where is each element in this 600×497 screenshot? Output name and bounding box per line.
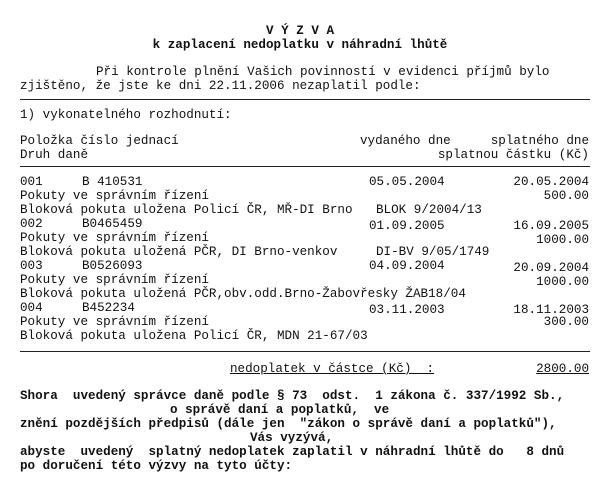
item-due-date: 20.05.2004 (513, 175, 589, 189)
item-number: 004 (20, 301, 43, 315)
item-reference: B 410531 (82, 175, 143, 189)
item-amount: 1000.00 (536, 275, 589, 289)
item-description: Bloková pokuta uložena Policí ČR, MŘ-DI Brno (20, 203, 353, 217)
total-label: nedoplatek v částce (Kč) : (230, 362, 435, 376)
divider (20, 166, 590, 167)
item-amount: 1000.00 (536, 233, 589, 247)
item-code: BLOK 9/2004/13 (376, 203, 482, 217)
item-issued-date: 01.09.2005 (369, 219, 445, 233)
header-amount: splatnou částku (Kč) (437, 148, 589, 162)
header-tax-type: Druh daně (20, 148, 89, 162)
document-subtitle: k zaplacení nedoplatku v náhradní lhůtě (152, 38, 448, 52)
item-reference: B452234 (82, 301, 135, 315)
closing-line-6: po doručení této výzvy na tyto účty: (20, 459, 293, 473)
item-number: 003 (20, 259, 43, 273)
item-due-date: 20.09.2004 (513, 261, 589, 275)
header-due-date: splatného dne (490, 134, 589, 148)
intro-line-1: Při kontrole plnění Vašich povinností v evidenci příjmů bylo (96, 65, 550, 79)
intro-line-2: zjištěno, že jste ke dni 22.11.2006 nezaplatil podle: (20, 79, 421, 93)
closing-line-3: znění pozdějších předpisů (dále jen "zákon o správě daní a poplatků"), (20, 417, 557, 431)
item-tax-type: Pokuty ve správním řízení (20, 231, 209, 245)
item-issued-date: 03.11.2003 (369, 303, 445, 317)
closing-line-1: Shora uvedený správce daně podle § 73 odst. 1 zákona č. 337/1992 Sb., (20, 389, 565, 403)
item-description: Bloková pokuta uložená PČR,obv.odd.Brno-Žabovřesky ŽAB18/04 (20, 287, 466, 301)
total-value: 2800.00 (536, 362, 589, 376)
item-code: DI-BV 9/05/1749 (376, 245, 490, 259)
item-issued-date: 05.05.2004 (369, 175, 445, 189)
item-tax-type: Pokuty ve správním řízení (20, 315, 209, 329)
item-due-date: 16.09.2005 (513, 219, 589, 233)
divider (20, 351, 590, 352)
item-reference: B0526093 (82, 259, 143, 273)
header-issued-date: vydaného dne (360, 134, 451, 148)
item-reference: B0465459 (82, 217, 143, 231)
item-tax-type: Pokuty ve správním řízení (20, 273, 209, 287)
item-number: 001 (20, 175, 43, 189)
header-item-number: Položka číslo jednací (20, 134, 179, 148)
item-description: Bloková pokuta uložená PČR, DI Brno-venkov (20, 245, 338, 259)
document-title: V Ý Z V A (265, 24, 335, 38)
item-amount: 300.00 (543, 315, 589, 329)
item-issued-date: 04.09.2004 (369, 259, 445, 273)
item-amount: 500.00 (543, 189, 589, 203)
closing-line-5: abyste uvedený splatný nedoplatek zaplatil v náhradní lhůtě do 8 dnů (20, 445, 565, 459)
closing-line-2: o správě daní a poplatků, ve (170, 403, 390, 417)
divider (20, 99, 590, 100)
item-number: 002 (20, 217, 43, 231)
item-due-date: 18.11.2003 (513, 303, 589, 317)
item-description: Bloková pokuta uložena Policí ČR, MDN 21-67/03 (20, 329, 368, 343)
section-label: 1) vykonatelného rozhodnutí: (20, 108, 232, 122)
closing-line-4: Vás vyzývá, (250, 431, 334, 445)
item-tax-type: Pokuty ve správním řízení (20, 189, 209, 203)
